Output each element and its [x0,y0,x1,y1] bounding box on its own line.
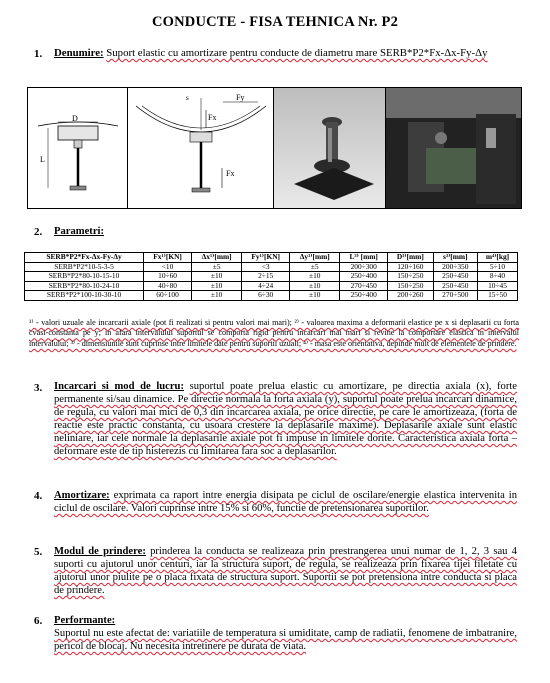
section-6-heading: Performante: [54,615,116,626]
section-3-number: 3. [34,382,43,394]
section-2-body [54,225,517,238]
section-1-heading: Denumire: [54,47,104,59]
section-2-number: 2. [34,226,43,238]
table-cell: <10 [144,262,192,272]
table-cell: 270÷450 [340,281,388,291]
table-cell: 150÷250 [388,272,434,282]
col-header-l: L³⁾ [mm] [340,253,388,263]
front-view-drawing [28,88,128,208]
table-cell: 40÷80 [144,281,192,291]
table-cell: ±10 [290,281,340,291]
product-photo [274,88,386,208]
col-header-fx: Fx¹⁾[KN] [144,253,192,263]
table-cell: <3 [242,262,290,272]
col-header-dy: Δy¹⁾[mm] [290,253,340,263]
section-6-text: Suportul nu este afectat de: variatiile de temperatura si umiditate, camp de radiatii, fenomene de imbatranire, pericol de blocaj. Nu necesita intretinere pe durata de viata. [54,628,517,652]
table-cell: 250÷400 [340,272,388,282]
section-6-body [54,614,517,653]
section-2-heading: Parametri: [54,226,104,237]
section-6-number: 6. [34,615,43,627]
col-header-m: m⁴⁾[kg] [477,253,517,263]
document-title: CONDUCTE - FISA TEHNICA Nr. P2 [151,14,399,30]
table-footnote: ¹⁾ - valori uzuale ale incarcarii axiale (pot fi realizati si pentru valori mai mari); ²⁾ - valoarea maxima a deformarii elastice pe x si deplasarii cu forta cvasi-constanta pe y; in afara intervalului suportul se comporta rigid pentru incarcari mai mari si revine la comportare elastica in intervalul intervalului; ³⁾ - dimensiunile sunt cuprinse intre limitele date pentru suportii uzuali; ⁴⁾ - masa este orientativa, depinde mult de elementele de prindere. [29,318,519,348]
section-5-heading: Modul de prindere: [54,546,146,557]
table-cell: 150÷250 [388,281,434,291]
col-header-d: D³⁾[mm] [388,253,434,263]
table-cell: 10÷60 [144,272,192,282]
table-cell: 6÷30 [242,291,290,301]
section-3-heading: Incarcari si mod de lucru: [54,381,184,392]
table-header-row [25,253,518,263]
section-1-text: Suport elastic cu amortizare pentru conducte de diametru mare SERB*P2*Fx-Δx-Fy-Δy [106,47,488,59]
col-header-model: SERB*P2*Fx-Δx-Fy-Δy [25,253,144,263]
col-header-fy: Fy¹⁾[KN] [242,253,290,263]
table-cell: 2÷15 [242,272,290,282]
table-cell: 10÷45 [477,281,517,291]
section-1-number: 1. [34,48,43,60]
table-cell: ±5 [192,262,242,272]
section-5-number: 5. [34,546,43,558]
label-s: s [186,94,189,102]
table-cell: 4÷24 [242,281,290,291]
side-view-drawing [128,88,274,208]
table-cell: 270÷500 [433,291,477,301]
table-cell: SERB*P2*100-10-30-10 [25,291,144,301]
table-cell: 250÷450 [433,272,477,282]
table-cell: 250÷450 [433,281,477,291]
section-4-text: exprimata ca raport intre energia disipata pe ciclul de oscilare/energie elastica intervenita in ciclul de oscilare. Valori cuprinse intre 15% si 60%, functie de pretensionarea suportilor. [54,490,517,514]
table-cell: 200÷300 [340,262,388,272]
section-4-number: 4. [34,490,43,502]
table-cell: 60÷100 [144,291,192,301]
section-4-heading: Amortizare: [54,490,110,501]
table-cell: 200÷350 [433,262,477,272]
table-row [25,272,518,282]
label-fy: Fy [236,93,245,102]
table-cell: ±5 [290,262,340,272]
section-3-body [54,380,517,458]
table-cell: ±10 [192,291,242,301]
section-5-body [54,545,517,597]
label-l: L [40,155,45,164]
table-cell: SERB*P2*80-10-15-10 [25,272,144,282]
table-cell: SERB*P2*10-5-3-5 [25,262,144,272]
table-cell: 15÷50 [477,291,517,301]
label-d: D [72,114,78,123]
illustration-strip [27,87,522,209]
table-cell: ±10 [192,272,242,282]
table-cell: 250÷400 [340,291,388,301]
table-cell: 200÷260 [388,291,434,301]
label-fx-lower: Fx [226,169,235,178]
table-cell: SERB*P2*80-10-24-10 [25,281,144,291]
section-1-body [54,47,517,60]
table-cell: ±10 [290,272,340,282]
table-cell: 8÷40 [477,272,517,282]
parameters-table [24,252,518,301]
section-3-text: suportul poate prelua elastic cu amortizare, pe directia axiala (x), forte permanente si/sau dinamice. Pe directie normala la forta axiala (y), suportul poate prelua incarcari dinamice, de regula, cu valori mai mici de 0,3 din incarcarea axiala, pe orice directie, pe care le amortizeaza, (forta de reactie este practic constanta, cu usoara crestere la deplasarile maxime). Deplasarile axiale sunt elastic neliniare, iar cele normale la deplasarile axiale pot fi impuse in limitele dorite. Caracteristica axiala forta – deformare este de tip histerezis cu limitarea fara soc a deplasarilor. [54,381,517,457]
table-cell: ±10 [192,281,242,291]
col-header-s: s³⁾[mm] [433,253,477,263]
section-4-body [54,489,517,515]
table-cell: ±10 [290,291,340,301]
section-5-text: prinderea la conducta se realizeaza prin prestrangerea unui numar de 1, 2, 3 sau 4 suporti cu ajutorul unor centuri, iar la structura suport, de regula, se realizeaza prin fixarea tijei filetate cu ajutorul unor piulite pe o placa fixata de structura suport. Suportii se pot pretensiona intre conducta si placa de prindere. [54,546,517,596]
label-fx: Fx [208,113,217,122]
table-cell: 5÷10 [477,262,517,272]
table-cell: 120÷160 [388,262,434,272]
installation-photo [386,88,521,208]
table-row [25,291,518,301]
col-header-dx: Δx¹⁾[mm] [192,253,242,263]
